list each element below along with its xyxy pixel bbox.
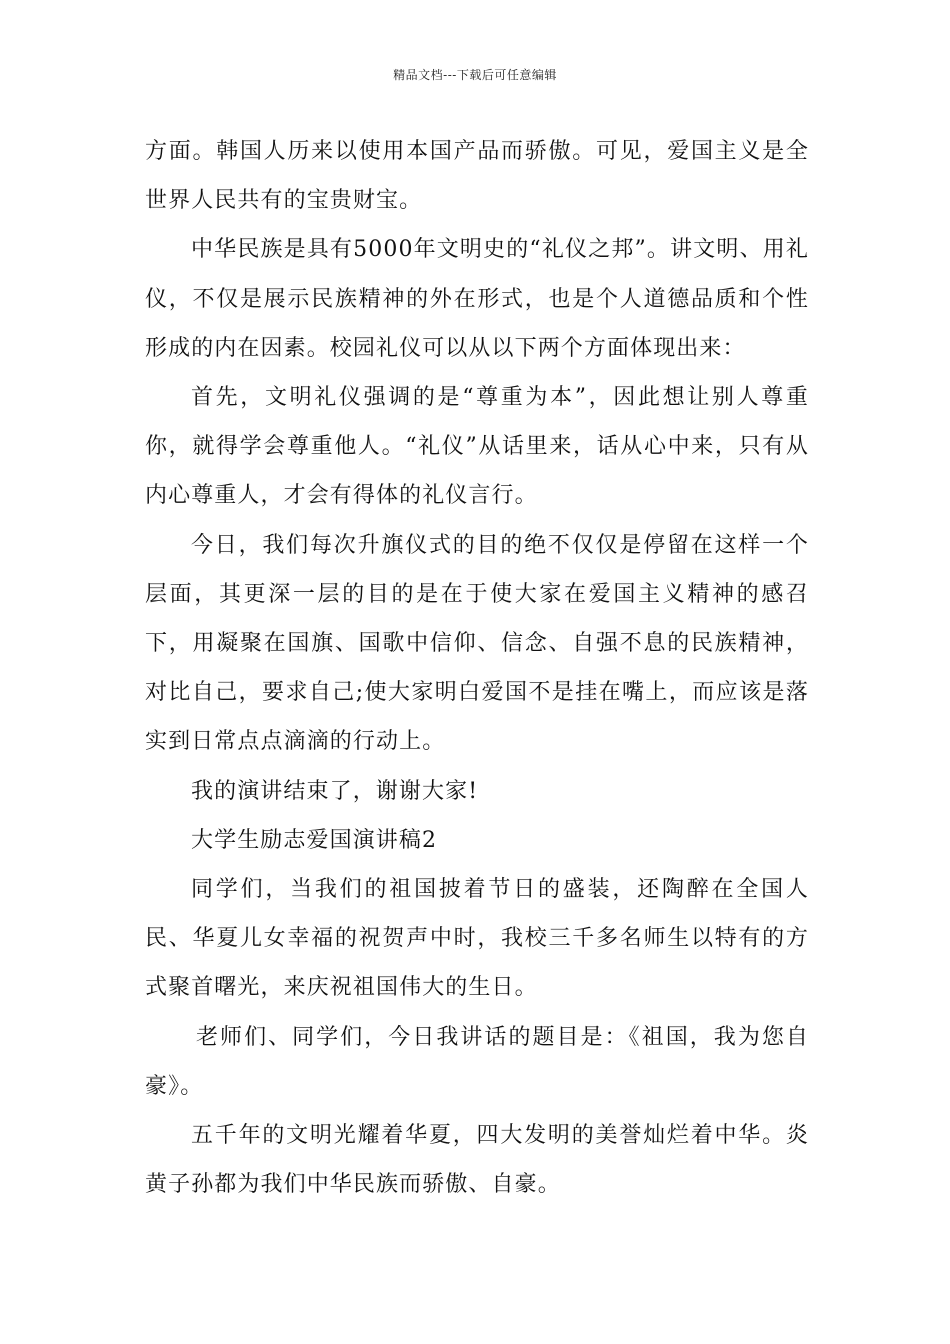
paragraph-civilization: 五千年的文明光耀着华夏，四大发明的美誉灿烂着中华。炎黄子孙都为我们中华民族而骄傲、自豪。 xyxy=(145,1123,809,1198)
page-header: 精品文档---下载后可任意编辑 xyxy=(393,68,557,82)
paragraph-topic: 老师们、同学们，今日我讲话的题目是：《祖国，我为您自豪》。 xyxy=(145,1024,809,1099)
paragraph-closing: 我的演讲结束了，谢谢大家! xyxy=(191,778,479,804)
paragraph-respect: 首先，文明礼仪强调的是“尊重为本”，因此想让别人尊重你，就得学会尊重他人。“礼仪”从话里来，话从心中来，只有从内心尊重人，才会有得体的礼仪言行。 xyxy=(145,385,809,509)
paragraph-greeting: 同学们，当我们的祖国披着节日的盛装，还陶醉在全国人民、华夏儿女幸福的祝贺声中时，我校三千多名师生以特有的方式聚首曙光，来庆祝祖国伟大的生日。 xyxy=(145,877,809,1001)
paragraph-etiquette: 中华民族是具有5000年文明史的“礼仪之邦”。讲文明、用礼仪，不仅是展示民族精神的外在形式，也是个人道德品质和个性形成的内在因素。校园礼仪可以从以下两个方面体现出来： xyxy=(145,237,809,361)
section-title: 大学生励志爱国演讲稿2 xyxy=(191,827,438,853)
paragraph-continuation: 方面。韩国人历来以使用本国产品而骄傲。可见，爱国主义是全世界人民共有的宝贵财宝。 xyxy=(145,139,809,214)
document-body xyxy=(145,127,809,1209)
paragraph-flag-ceremony: 今日，我们每次升旗仪式的目的绝不仅仅是停留在这样一个层面，其更深一层的目的是在于使大家在爱国主义精神的感召下，用凝聚在国旗、国歌中信仰、信念、自强不息的民族精神，对比自己，要求自己;使大家明白爱国不是挂在嘴上，而应该是落实到日常点点滴滴的行动上。 xyxy=(145,532,809,755)
